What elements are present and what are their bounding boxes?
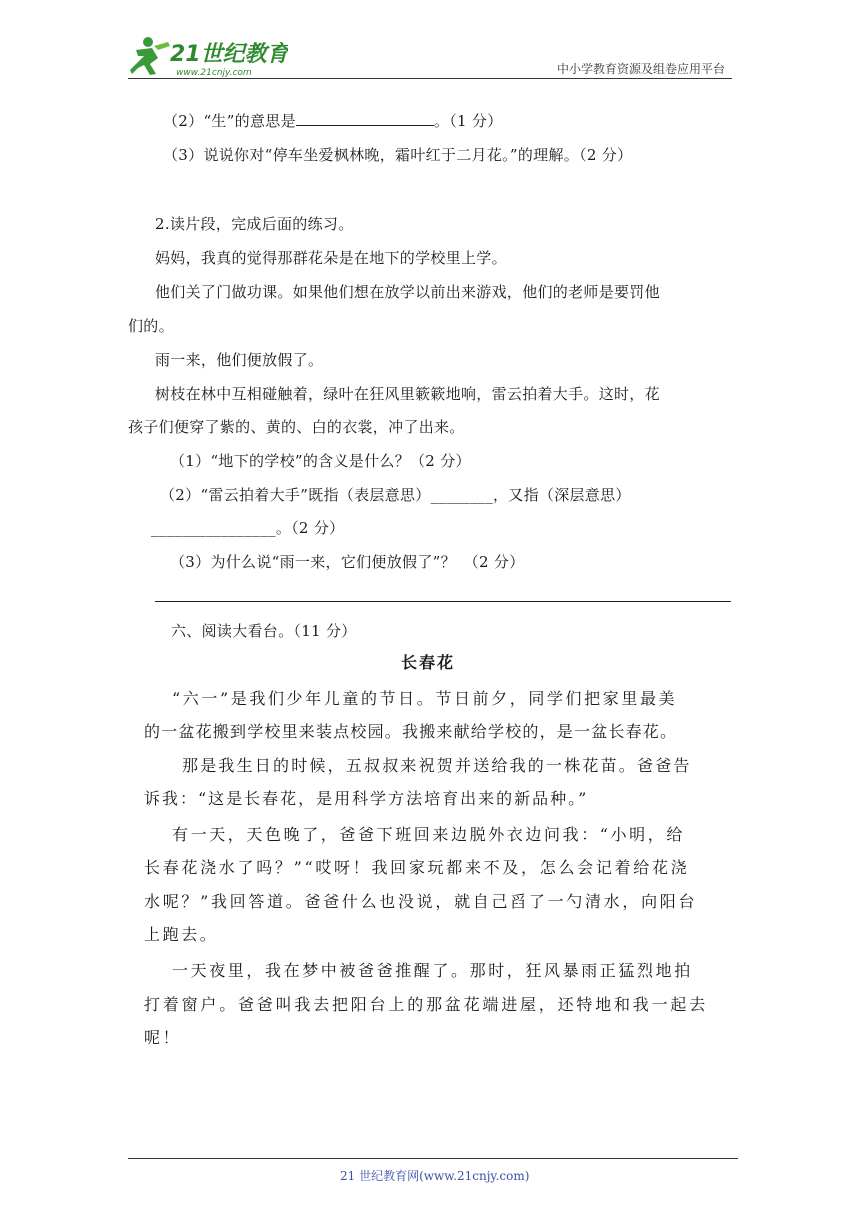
answer-blank[interactable] — [296, 125, 434, 126]
paragraph: 妈妈，我真的觉得那群花朵是在地下的学校里上学。 — [155, 249, 507, 267]
question-text: （2）“雷云拍着大手”既指（表层意思） — [160, 486, 431, 504]
question-3-understanding: （3）说说你对“停车坐爱枫林晚，霜叶红于二月花。”的理解。（2 分） — [163, 146, 633, 164]
logo-text: 21世纪教育 — [170, 42, 288, 67]
logo-url: www.21cnjy.com — [176, 68, 252, 78]
story-line: 水呢？”我回答道。爸爸什么也没说，就自己舀了一勺清水，向阳台 — [144, 892, 698, 911]
question-score: 。（1 分） — [433, 112, 503, 130]
story-line: 有一天，天色晚了，爸爸下班回来边脱外衣边问我：“小明，给 — [172, 825, 685, 844]
answer-line[interactable] — [155, 601, 731, 602]
paragraph: 雨一来，他们便放假了。 — [155, 351, 324, 369]
story-line: 上跑去。 — [144, 925, 219, 944]
story-line: “六一”是我们少年儿童的节日。节日前夕，同学们把家里最美 — [172, 689, 678, 708]
paragraph: 孩子们便穿了紫的、黄的、白的衣裳，冲了出来。 — [128, 418, 465, 436]
story-line: 长春花浇水了吗？”“哎呀！我回家玩都来不及，怎么会记着给花浇 — [144, 858, 690, 877]
story-line: 的一盆花搬到学校里来装点校园。我搬来献给学校的，是一盆长春花。 — [144, 722, 678, 741]
question-2 — [160, 484, 631, 505]
paragraph: 他们关了门做功课。如果他们想在放学以前出来游戏，他们的老师是要罚他 — [155, 283, 660, 301]
question-2-meaning — [163, 110, 503, 131]
answer-blank[interactable]: ________________ — [151, 519, 276, 537]
header-divider — [128, 78, 732, 79]
story-line: 打着窗户。爸爸叫我去把阳台上的那盆花端进屋，还特地和我一起去 — [144, 995, 709, 1014]
story-line: 那是我生日的时候，五叔叔来祝贺并送给我的一株花苗。爸爸告 — [182, 756, 692, 775]
paragraph: 树枝在林中互相碰触着，绿叶在狂风里簌簌地响，雷云拍着大手。这时，花 — [155, 385, 660, 403]
story-title: 长春花 — [401, 653, 456, 672]
runner-icon — [130, 37, 170, 75]
question-2-cont — [151, 517, 344, 538]
story-line: 诉我：“这是长春花，是用科学方法培育出来的新品种。” — [144, 789, 589, 808]
question-3: （3）为什么说“雨一来，它们便放假了”？ （2 分） — [170, 553, 525, 571]
paragraph: 们的。 — [128, 317, 174, 335]
section-6-heading: 六、阅读大看台。（11 分） — [171, 622, 357, 640]
site-logo — [128, 34, 288, 78]
platform-name: 中小学教育资源及组卷应用平台 — [556, 62, 725, 76]
footer-divider — [128, 1158, 738, 1159]
question-1: （1）“地下的学校”的含义是什么？（2 分） — [170, 452, 471, 470]
question-text: （2）“生”的意思是 — [163, 112, 296, 130]
section-heading: 2.读片段，完成后面的练习。 — [155, 215, 354, 233]
story-line: 呢！ — [144, 1028, 182, 1047]
question-score: 。（2 分） — [275, 519, 345, 537]
story-line: 一天夜里，我在梦中被爸爸推醒了。那时，狂风暴雨正猛烈地拍 — [172, 961, 693, 980]
footer-text[interactable]: 21 世纪教育网(www.21cnjy.com) — [340, 1169, 530, 1183]
question-text: ，又指（深层意思） — [493, 486, 631, 504]
answer-blank[interactable]: ________ — [430, 486, 493, 504]
